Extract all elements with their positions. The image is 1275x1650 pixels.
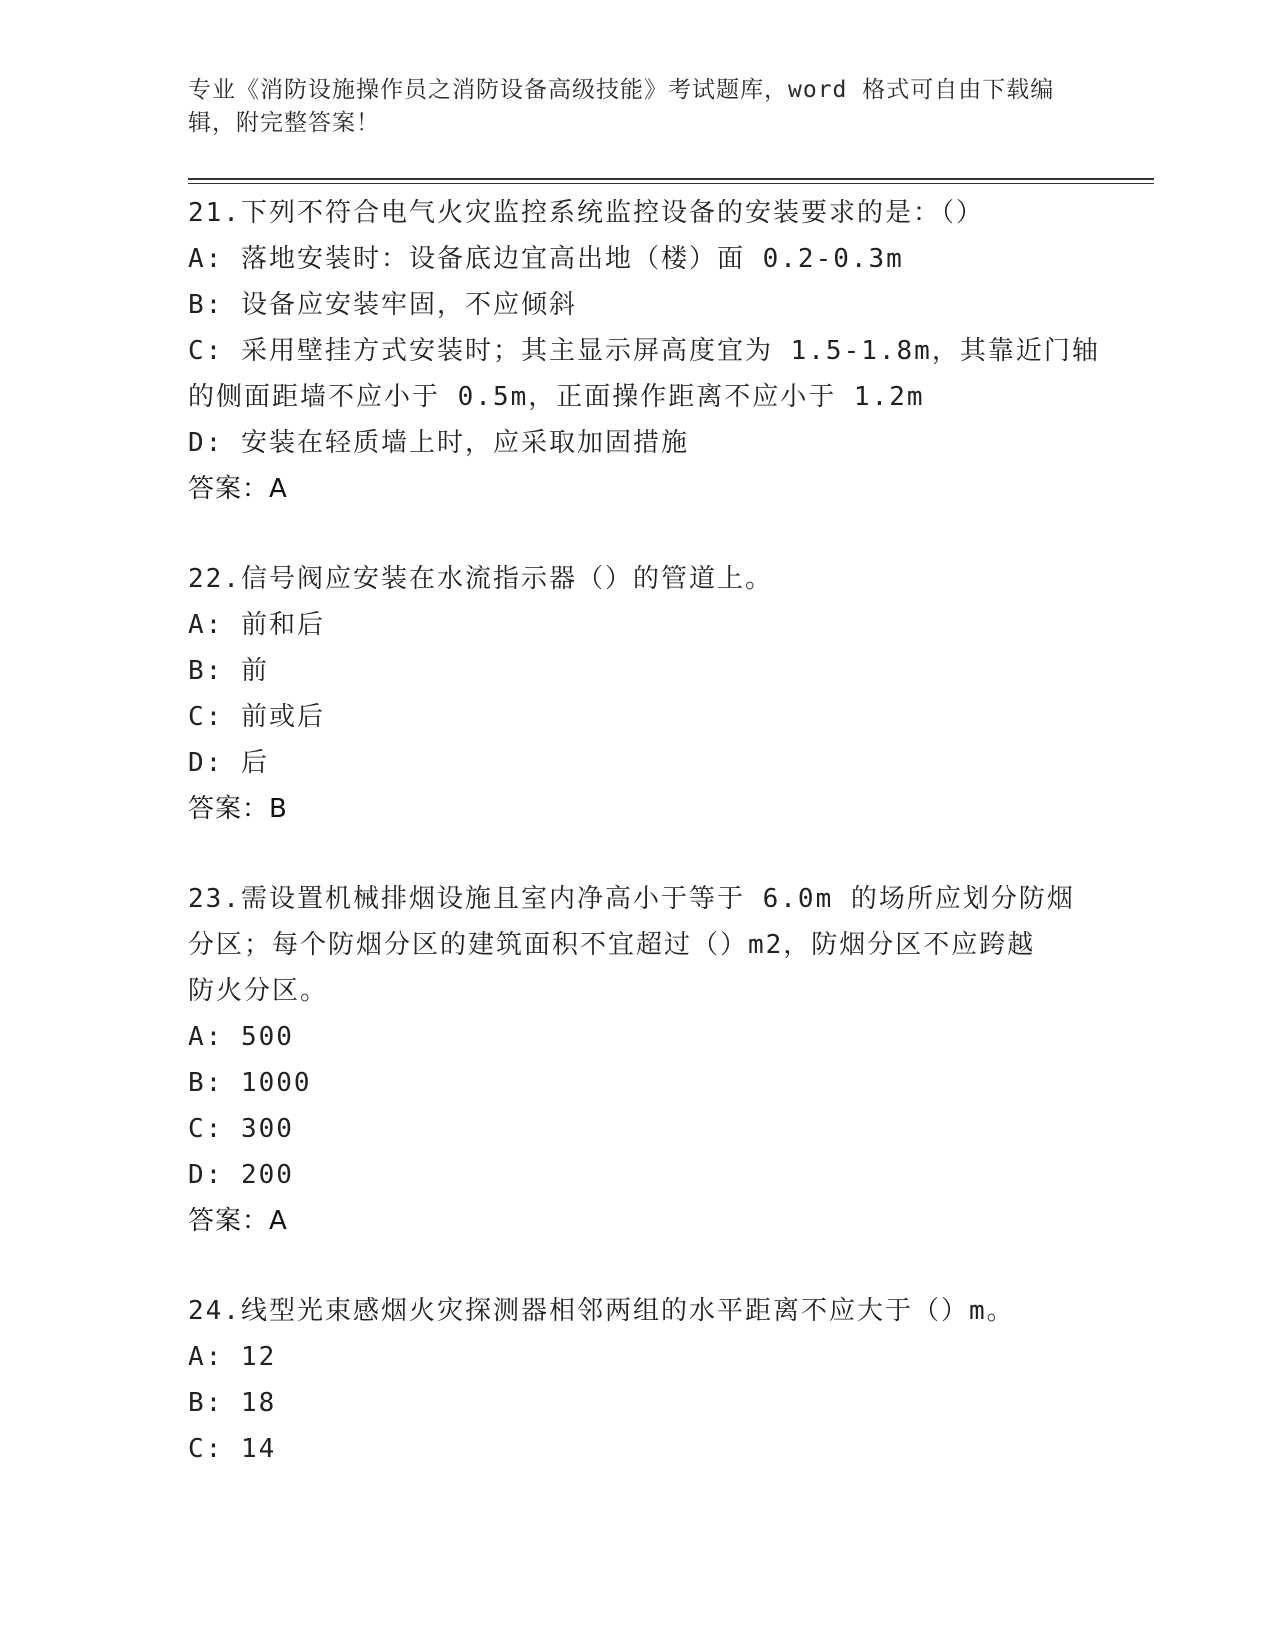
option-d: D: 后 <box>188 748 269 778</box>
answer: 答案：A <box>188 1206 288 1236</box>
option-a: A: 500 <box>188 1022 294 1052</box>
option-a: A: 前和后 <box>188 610 325 640</box>
header-line-1: 专业《消防设施操作员之消防设备高级技能》考试题库，word 格式可自由下载编 <box>188 77 1055 103</box>
question-list <box>188 190 1100 1516</box>
header-line-2: 辑，附完整答案！ <box>188 110 380 136</box>
option-b: B: 1000 <box>188 1068 312 1098</box>
option-d: D: 安装在轻质墙上时，应采取加固措施 <box>188 428 689 458</box>
header-divider-top <box>188 178 1154 180</box>
header-divider-bottom <box>188 183 1154 184</box>
option-a: A: 12 <box>188 1342 277 1372</box>
option-b: B: 前 <box>188 656 269 686</box>
question-stem: 21.下列不符合电气火灾监控系统监控设备的安装要求的是：（） <box>188 198 984 228</box>
question-24 <box>188 1288 1088 1472</box>
question-stem: 24.线型光束感烟火灾探测器相邻两组的水平距离不应大于（）m。 <box>188 1296 1015 1326</box>
option-c: C: 采用壁挂方式安装时；其主显示屏高度宜为 1.5-1.8m，其靠近门轴 <box>188 336 1100 366</box>
question-stem: 23.需设置机械排烟设施且室内净高小于等于 6.0m 的场所应划分防烟 <box>188 884 1075 914</box>
question-stem-continued: 防火分区。 <box>188 976 329 1006</box>
answer: 答案：B <box>188 794 288 824</box>
question-21 <box>188 190 1100 512</box>
question-stem: 22.信号阀应安装在水流指示器（）的管道上。 <box>188 564 773 594</box>
option-d: D: 200 <box>188 1160 294 1190</box>
option-a: A: 落地安装时：设备底边宜高出地（楼）面 0.2-0.3m <box>188 244 904 274</box>
answer: 答案：A <box>188 474 288 504</box>
option-c-continued: 的侧面距墙不应小于 0.5m，正面操作距离不应小于 1.2m <box>188 382 925 412</box>
document-header <box>188 74 1068 140</box>
question-22 <box>188 556 1088 832</box>
option-b: B: 设备应安装牢固，不应倾斜 <box>188 290 577 320</box>
question-stem-continued: 分区；每个防烟分区的建筑面积不宜超过（）m2，防烟分区不应跨越 <box>188 930 1036 960</box>
option-c: C: 前或后 <box>188 702 325 732</box>
question-23 <box>188 876 1088 1244</box>
option-c: C: 300 <box>188 1114 294 1144</box>
option-c: C: 14 <box>188 1434 277 1464</box>
option-b: B: 18 <box>188 1388 277 1418</box>
